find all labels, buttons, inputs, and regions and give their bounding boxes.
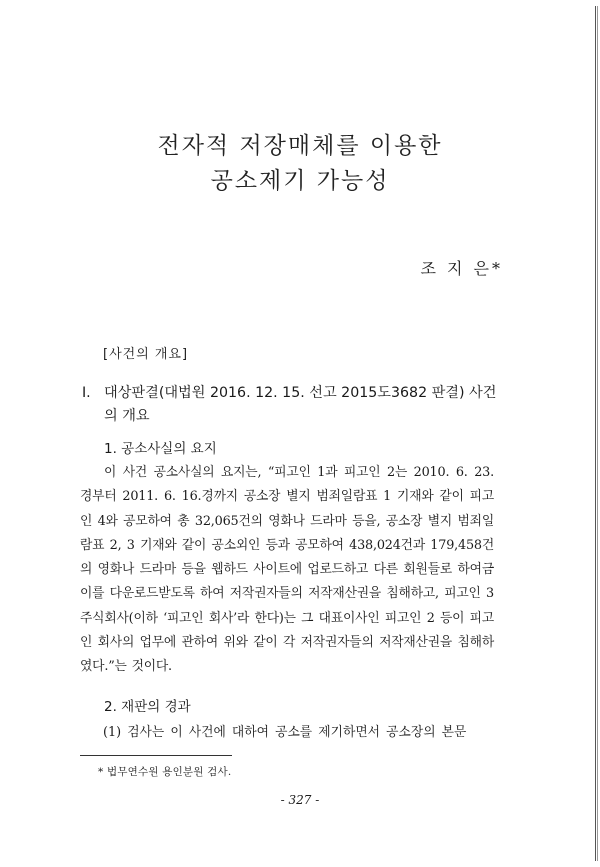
body-paragraph-1: 이 사건 공소사실의 요지는, “피고인 1과 피고인 2는 2010. 6. 23. 경부터 2011. 6. 16.경까지 공소장 별지 범죄일람표 1 기재와 같이 피고인 4와 공모하여 총 32,065건의 영화나 드라마 등을, 공소장 별지 범죄일람표 2, 3 기재와 같이 공소외인 등과 공모하여 438,024건과 179,458건의 영화나 드라마 등을 웹하드 사이트에 업로드하고 다른 회원들로 하여금 이를 다운로드받도록 하여 저작권자들의 저작재산권을 침해하고, 피고인 3 주식회사(이하 ‘피고인 회사’라 한다)는 그 대표이사인 피고인 2 등이 피고인 회사의 업무에 관하여 위와 같이 각 저작권자들의 저작재산권을 침해하였다.”는 것이다.: [80, 465, 494, 675]
section-1-number: I.: [82, 385, 91, 401]
section-1-heading: [82, 382, 502, 428]
page-number: - 327 -: [280, 793, 320, 807]
author-name: 조 지 은*: [420, 259, 503, 278]
paper-title-line-1: 전자적 저장매체를 이용한: [157, 133, 443, 159]
subsection-1-heading: 1. 공소사실의 요지: [104, 441, 217, 457]
subsection-2-heading: 2. 재판의 경과: [104, 699, 191, 715]
footnote-rule: [80, 755, 232, 756]
case-overview-label: [사건의 개요]: [103, 347, 189, 362]
footnote: * 법무연수원 용인분원 검사.: [98, 766, 232, 778]
body-item-1: (1) 검사는 이 사건에 대하여 공소를 제기하면서 공소장의 본문: [103, 725, 467, 740]
section-1-title: 대상판결(대법원 2016. 12. 15. 선고 2015도3682 판결) 사건의 개요: [104, 385, 497, 424]
paper-title-line-2: 공소제기 가능성: [210, 168, 390, 194]
